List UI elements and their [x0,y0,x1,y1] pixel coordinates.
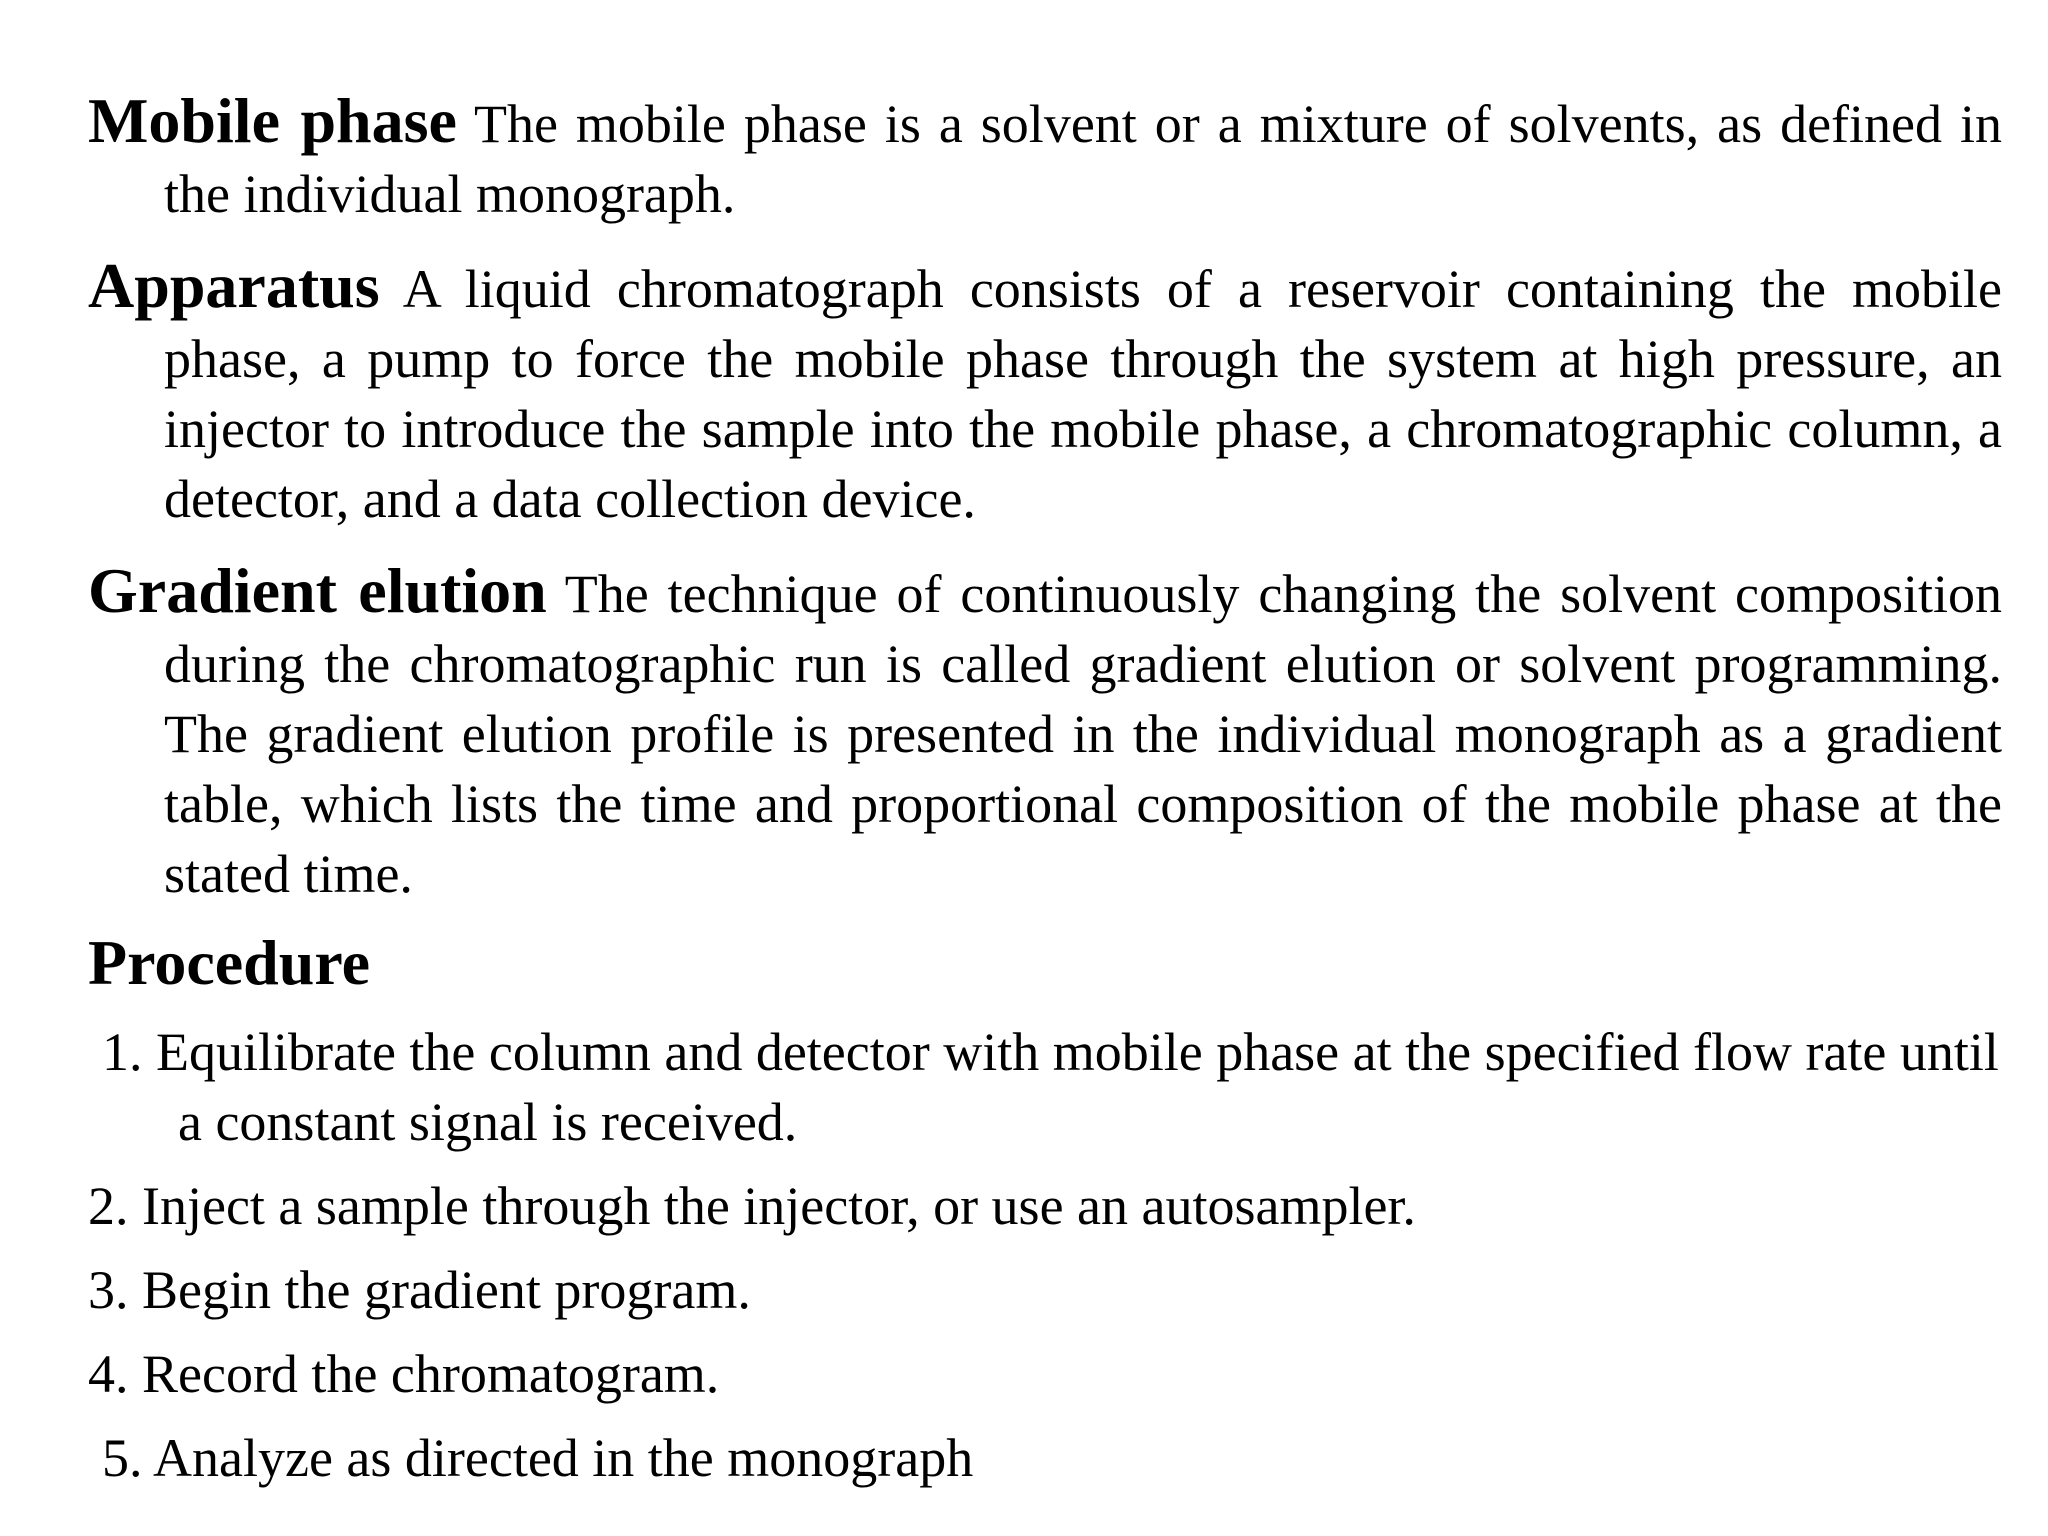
definition-mobile-phase [88,86,2002,229]
procedure-step-1: 1. Equilibrate the column and detector with mobile phase at the specified flow rate until a constant signal is received. [102,1022,1999,1152]
definition-text-apparatus: A liquid chromatograph consists of a reservoir containing the mobile phase, a pump to force the mobile phase through the system at high pressure, an injector to introduce the sample into the mobile phase, a chromatographic column, a detector, and a data collection device. [164,259,2002,529]
document-page [88,86,2002,1507]
procedure-steps [88,1017,2002,1493]
procedure-step-3: 3. Begin the gradient program. [88,1260,751,1320]
procedure-step-2: 2. Inject a sample through the injector, or use an autosampler. [88,1176,1416,1236]
term-mobile-phase: Mobile phase [88,85,457,156]
definition-text-gradient-elution: The technique of continuously changing the solvent composition during the chromatographic run is called gradient elution or solvent programming. The gradient elution profile is presented in the individual monograph as a gradient table, which lists the time and proportional composition of the mobile phase at the stated time. [164,564,2003,904]
term-apparatus: Apparatus [88,250,380,321]
term-gradient-elution: Gradient elution [88,555,547,626]
procedure-step-4: 4. Record the chromatogram. [88,1344,720,1404]
definition-apparatus [88,251,2002,534]
procedure-heading: Procedure [88,927,370,998]
definition-text-mobile-phase: The mobile phase is a solvent or a mixture of solvents, as defined in the individual monograph. [164,94,2003,224]
procedure-step-5: 5. Analyze as directed in the monograph [102,1428,974,1488]
definition-gradient-elution [88,556,2002,909]
